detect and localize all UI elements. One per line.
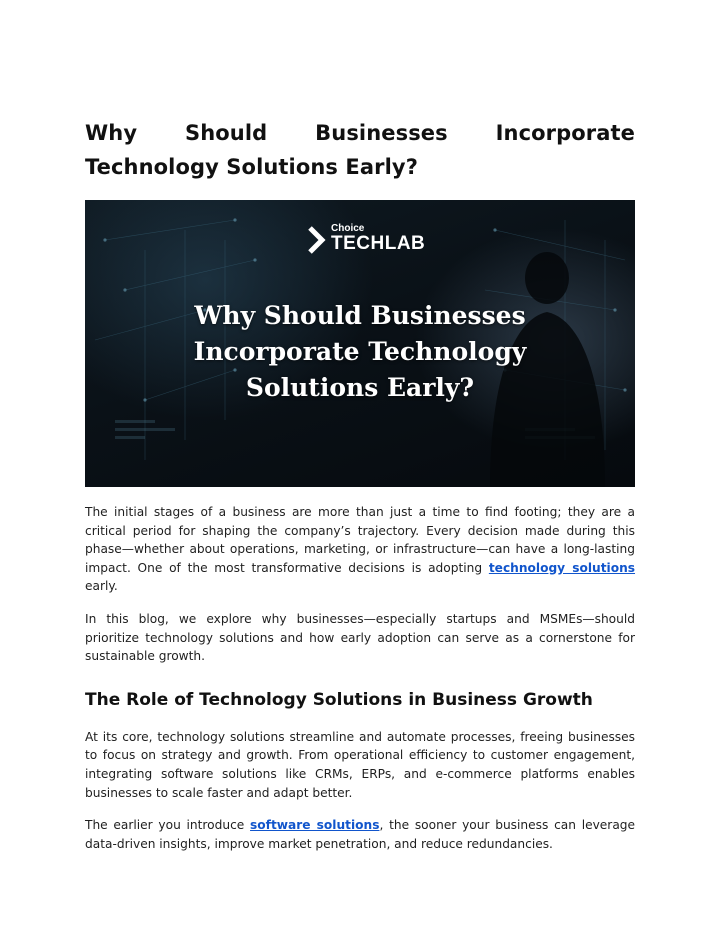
title-line-1 xyxy=(85,116,635,150)
title-word: Businesses xyxy=(315,121,448,145)
technology-solutions-link[interactable]: technology solutions xyxy=(488,560,636,575)
chevron-right-icon xyxy=(307,225,327,255)
logo-large-text: TECHLAB xyxy=(331,233,426,254)
intro-paragraph xyxy=(85,503,635,596)
hero-headline-line: Why Should Businesses xyxy=(194,301,526,330)
blog-intro-paragraph: In this blog, we explore why businesses—especially startups and MSMEs—should prioritize technology solutions and how early adoption can serve as a cornerstone for sustainable growth. xyxy=(85,611,635,664)
hero-image xyxy=(85,200,635,487)
intro-text: The initial stages of a business are more than just a time to find footing; they are a critical period for shaping the company’s trajectory. Every decision made during this phase—whether about operations, marketing, or infrastructure—can have a long-lasting impact. One of the most transformative decisions is adopting xyxy=(85,505,635,575)
title-word: Why xyxy=(85,121,138,145)
techlab-logo xyxy=(307,224,425,255)
hero-headline xyxy=(85,298,635,406)
article xyxy=(85,116,635,853)
title-word: Should xyxy=(184,121,268,145)
section-heading: The Role of Technology Solutions in Business Growth xyxy=(85,689,593,710)
intro-text-end: early. xyxy=(85,579,118,594)
article-title xyxy=(85,116,635,184)
title-line-2: Technology Solutions Early? xyxy=(85,155,418,179)
software-solutions-link[interactable]: software solutions xyxy=(250,818,380,833)
section-text: The earlier you introduce xyxy=(85,818,251,833)
hero-headline-line: Incorporate Technology xyxy=(193,337,527,366)
section-text-end: , the sooner your business can leverage data-driven insights, improve market penetration, and reduce redundancies. xyxy=(85,818,636,851)
title-word: Incorporate xyxy=(495,121,635,145)
logo-small-text: Choice xyxy=(331,223,365,234)
section-paragraph-2 xyxy=(85,816,635,853)
section-paragraph-1: At its core, technology solutions streamline and automate processes, freeing businesses to focus on strategy and growth. From operational efficiency to customer engagement, integrating software solutions like CRMs, ERPs, and e-commerce platforms enables businesses to scale faster and adapt better. xyxy=(85,729,635,800)
hero-headline-line: Solutions Early? xyxy=(245,373,475,402)
